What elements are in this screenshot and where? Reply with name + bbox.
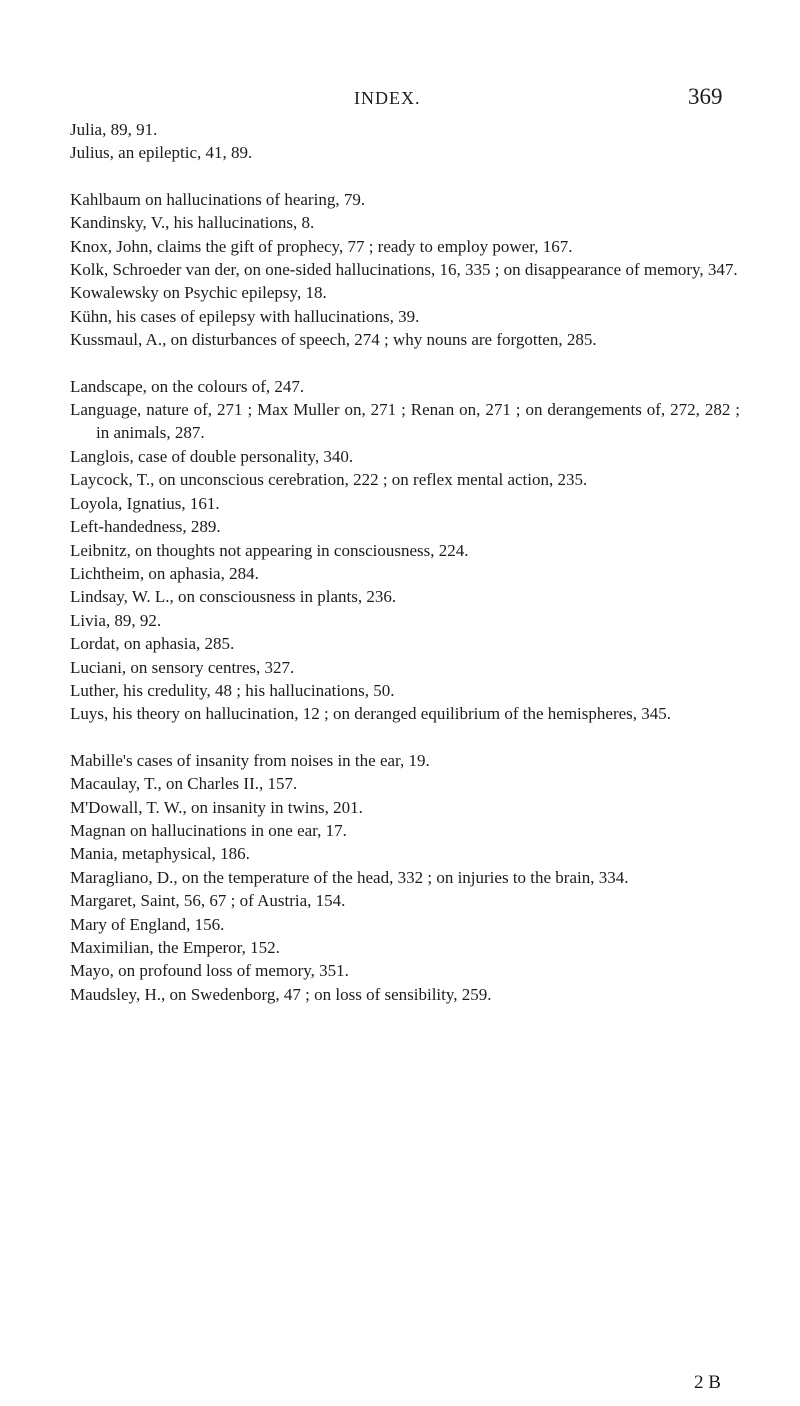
index-entry: Magnan on hallucinations in one ear, 17. xyxy=(70,820,347,840)
index-entry: Livia, 89, 92. xyxy=(70,610,162,630)
index-entry: Mary of England, 156. xyxy=(70,914,225,934)
index-entry: Maudsley, H., on Swedenborg, 47 ; on loss of sensibility, 259. xyxy=(70,984,492,1004)
index-group xyxy=(70,749,740,1006)
signature-mark: 2 B xyxy=(694,1372,721,1393)
index-entry: Macaulay, T., on Charles II., 157. xyxy=(70,774,298,794)
index-entry: Loyola, Ignatius, 161. xyxy=(70,493,220,513)
index-entry: Mayo, on profound loss of memory, 351. xyxy=(70,961,349,981)
index-entry: Kolk, Schroeder van der, on one-sided hallucinations, 16, 335 ; on disappearance of memory, 347. xyxy=(70,260,738,280)
index-group xyxy=(70,118,740,165)
index-entry: Julia, 89, 91. xyxy=(70,120,158,139)
index-group xyxy=(70,375,740,726)
index-entry: Luys, his theory on hallucination, 12 ; on deranged equilibrium of the hemispheres, 345. xyxy=(70,704,672,724)
page-header xyxy=(0,84,800,118)
index-entry: Maximilian, the Emperor, 152. xyxy=(70,938,280,957)
index-entry: Knox, John, claims the gift of prophecy, 77 ; ready to employ power, 167. xyxy=(70,236,573,256)
index-entry: Lordat, on aphasia, 285. xyxy=(70,634,235,654)
index-entry: Laycock, T., on unconscious cerebration, 222 ; on reflex mental action, 235. xyxy=(70,470,588,490)
index-entry: Margaret, Saint, 56, 67 ; of Austria, 154. xyxy=(70,891,346,911)
index-entry: Langlois, case of double personality, 340. xyxy=(70,446,354,466)
index-group xyxy=(70,188,740,352)
index-entry: Mabille's cases of insanity from noises in the ear, 19. xyxy=(70,750,430,770)
running-title: INDEX. xyxy=(354,88,421,108)
index-entry: Maragliano, D., on the temperature of the head, 332 ; on injuries to the brain, 334. xyxy=(70,867,629,887)
index-entry: Kussmaul, A., on disturbances of speech, 274 ; why nouns are forgotten, 285. xyxy=(70,330,597,350)
index-entry: Kahlbaum on hallucinations of hearing, 79. xyxy=(70,189,366,209)
index-entry: Kowalewsky on Psychic epilepsy, 18. xyxy=(70,283,327,303)
index-entry: Luciani, on sensory centres, 327. xyxy=(70,657,295,677)
index-entry: Lichtheim, on aphasia, 284. xyxy=(70,563,259,583)
index-entry: M'Dowall, T. W., on insanity in twins, 201. xyxy=(70,797,363,817)
index-entry: Mania, metaphysical, 186. xyxy=(70,844,250,864)
index-entry: Julius, an epileptic, 41, 89. xyxy=(70,143,253,163)
index-entry: Leibnitz, on thoughts not appearing in consciousness, 224. xyxy=(70,540,469,560)
index-entry: Landscape, on the colours of, 247. xyxy=(70,376,305,396)
index-entry: Kühn, his cases of epilepsy with hallucinations, 39. xyxy=(70,306,420,326)
page-number: 369 xyxy=(688,84,723,109)
index-entry: Kandinsky, V., his hallucinations, 8. xyxy=(70,213,315,233)
index-entry: Luther, his credulity, 48 ; his hallucinations, 50. xyxy=(70,680,395,700)
index-entry: Left-handedness, 289. xyxy=(70,517,221,537)
index-entry: Language, nature of, 271 ; Max Muller on, 271 ; Renan on, 271 ; on derangements of, 272, 282 ; in animals, 287. xyxy=(70,400,740,443)
index-entry: Lindsay, W. L., on consciousness in plants, 236. xyxy=(70,587,397,607)
index-body xyxy=(70,118,740,1006)
